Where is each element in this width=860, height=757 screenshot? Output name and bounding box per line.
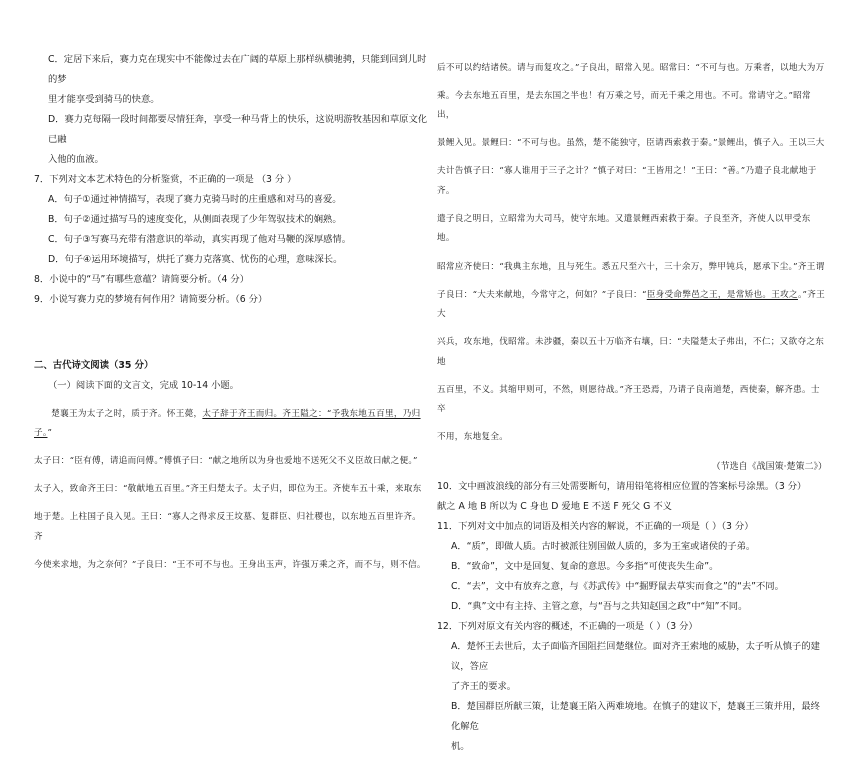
source-citation: （节选自《战国策·楚策二》） (711, 461, 827, 472)
q11-option-c: C．“去”，文中有放弃之意，与《苏武传》中“掘野鼠去草实而食之”的“去”不同。 (451, 580, 784, 592)
q10-options: 献之 A 地 B 所以为 C 身也 D 爱地 E 不送 F 死父 G 不义 (437, 500, 672, 512)
left-column (34, 50, 428, 584)
classical-text-r2: 乘。今去东地五百里，是去东国之半也！有万乘之号，而无千乘之用也。不可。常请守之。”昭常出， (437, 90, 811, 121)
classical-text-line5: 今使来求地，为之奈何？”子良曰：“王不可不与也。王身出玉声，许强万乘之齐，而不与，则不信。 (34, 559, 426, 570)
question-12: 12．下列对原文有关内容的概述，不正确的一项是（ ）（3 分） (437, 620, 698, 632)
section-2-heading: 二、古代诗文阅读（35 分） (34, 360, 154, 371)
q6-option-c-line1: C．定居下来后，赛力克在现实中不能像过去在广阔的草原上那样纵横驰骋，只能到回到儿时的梦 (48, 54, 427, 85)
q12-option-b-line2: 机。 (451, 740, 470, 752)
q12-option-a-line1: A．楚怀王去世后，太子面临齐国阻拦回楚继位。面对齐王索地的威胁，太子听从慎子的建议，答应 (451, 640, 820, 672)
classical-text-line1-a: 楚襄王为太子之时，质于齐。怀王薨， (51, 408, 203, 419)
q11-option-d: D．“典”文中有主持、主管之意，与“吾与之共知赵国之政”中“知”不同。 (451, 600, 748, 612)
classical-text-r7-c: 。”齐王大 (437, 289, 826, 320)
classical-text-line1-underlined: 太子辞于齐王而归。齐王隘之：“予我东地五百里，乃归子。 (34, 408, 421, 439)
classical-text-line1-c: ” (47, 428, 53, 439)
classical-text-line2: 太子曰：“臣有傅，请追而问傅。”傅慎子曰：“献之地所以为身也爱地不送死父不义臣故曰献之便。” (34, 456, 418, 467)
q7-option-c: C．句子③写赛马充带有潜意识的举动，真实再现了他对马鞭的深厚感情。 (48, 234, 352, 245)
answer-space (34, 310, 428, 356)
right-column (437, 50, 827, 757)
classical-text-r5: 遣子良之明日，立昭常为大司马，使守东地。又遣景鲤西索救于秦。子良至齐，齐使人以甲受东地。 (437, 213, 811, 244)
q7-option-a: A．句子①通过神情描写，表现了赛力克骑马时的庄重感和对马的喜爱。 (48, 194, 342, 205)
classical-text-r10: 不用，东地复全。 (437, 432, 509, 443)
classical-text-r3: 景鲤入见。景鲤曰：“不可与也。虽然，楚不能独守，臣请西索救于秦。”景鲤出，慎子入。王以三大 (437, 138, 825, 149)
question-8: 8．小说中的“马”有哪些意蕴？请简要分析。（4 分） (34, 274, 250, 285)
classical-text-r8: 兴兵，攻东地，伐昭常。未涉疆，秦以五十万临齐右壤，曰：“夫隘楚太子弗出，不仁；又欲夺之东地 (437, 337, 825, 367)
q12-option-a-line2: 了齐王的要求。 (451, 680, 517, 692)
q7-option-b: B．句子②通过描写马的速度变化，从侧面表现了少年驾驭技术的娴熟。 (48, 214, 342, 225)
classical-text-r4: 夫计告慎子曰：“寡人谁用于三子之计？”慎子对曰：“王皆用之！”王曰：“善。”乃遣子良北献地于齐。 (437, 166, 817, 196)
q11-option-b: B．“致命”，文中是回复、复命的意思。今多指“可使丧失生命”。 (451, 560, 719, 572)
q6-option-d-line1: D．赛力克每隔一段时间都要尽情狂奔，享受一种马背上的快乐，这说明游牧基因和草原文化已融 (48, 114, 428, 145)
q6-option-d-line2: 入他的血液。 (48, 154, 104, 165)
classical-text-r9: 五百里，不义。其缩甲则可，不然，则愿待战。”齐王恐焉，乃请子良南道楚，西使秦，解齐患。士卒 (437, 384, 820, 415)
classical-text-line3: 太子入，致命齐王曰：“敬献地五百里。”齐王归楚太子。太子归，即位为王。齐使车五十乘，来取东 (34, 484, 422, 495)
classical-text-line1 (34, 405, 428, 444)
q7-option-d: D．句子④运用环境描写，烘托了赛力克落寞、忧伤的心理，意味深长。 (48, 254, 343, 265)
classical-text-r7-a: 子良曰：“大夫来献地，今常守之，何如？”子良曰：“ (437, 289, 647, 300)
question-10: 10．文中画波浪线的部分有三处需要断句，请用铅笔将相应位置的答案标号涂黑。（3 分） (437, 480, 807, 492)
q12-option-b-line1: B．楚国群臣所献三策，让楚襄王陷入两难境地。在慎子的建议下，楚襄王三策并用，最终化解危 (451, 700, 820, 732)
question-11: 11．下列对文中加点的词语及相关内容的解说，不正确的一项是（ ）（3 分） (437, 520, 754, 532)
subsection-1-instruction: （一）阅读下面的文言文，完成 10-14 小题。 (48, 380, 239, 391)
q11-option-a: A．“质”，即做人质。古时被派往别国做人质的，多为王室或诸侯的子弟。 (451, 540, 756, 552)
q6-option-c-line2: 里才能享受到骑马的快意。 (48, 94, 160, 105)
classical-text-r6: 昭常应齐使曰：“我典主东地，且与死生。悉五尺至六十，三十余万，弊甲钝兵，愿承下尘。”齐王谓 (437, 261, 825, 272)
classical-text-r7-underlined: 臣身受命弊邑之王，是常矫也。王攻之 (646, 289, 798, 300)
question-9: 9．小说写赛力克的梦境有何作用？请简要分析。（6 分） (34, 294, 268, 305)
classical-text-r7 (437, 286, 827, 325)
classical-text-line4: 地于楚。上柱国子良入见。王曰：“寡人之得求反王坟墓、复群臣、归社稷也，以东地五百里许齐。齐 (34, 512, 422, 542)
question-7: 7．下列对文本艺术特色的分析鉴赏，不正确的一项是 （3 分 ） (34, 174, 297, 185)
classical-text-r1: 后不可以约结诸侯。请与而复攻之。”子良出，昭常入见。昭常曰：“不可与也。万乘者，以地大为万 (437, 62, 825, 73)
